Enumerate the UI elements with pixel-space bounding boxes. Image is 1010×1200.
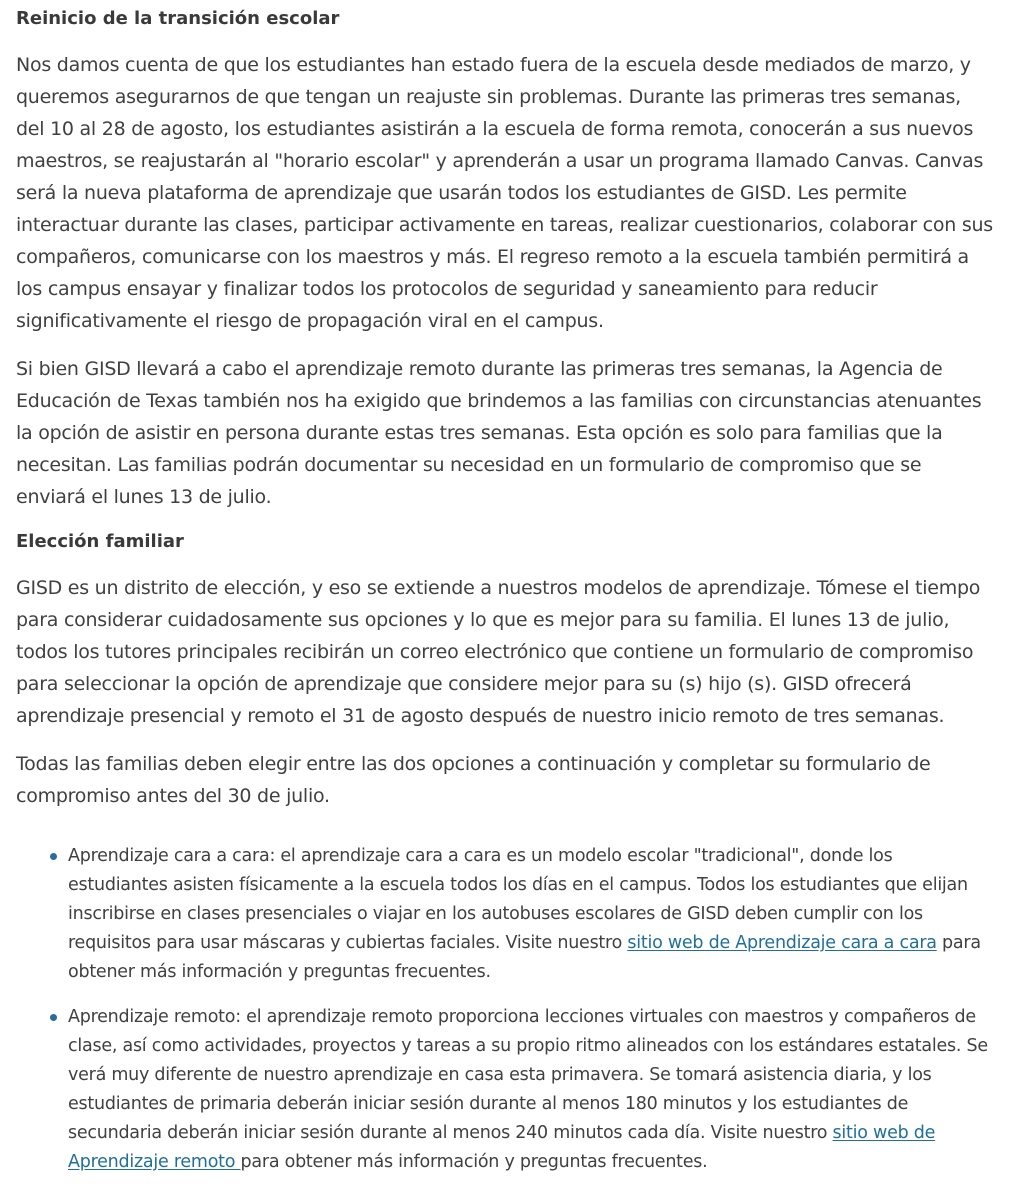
bullet-icon bbox=[50, 853, 57, 860]
option-text-after: para obtener más información y preguntas frecuentes. bbox=[240, 1152, 708, 1172]
paragraph-deadline: Todas las familias deben elegir entre las dos opciones a continuación y completar su formulario de compromiso antes del 30 de julio. bbox=[16, 753, 931, 807]
learning-options-list bbox=[16, 842, 994, 1177]
paragraph-in-person-option: Si bien GISD llevará a cabo el aprendizaje remoto durante las primeras tres semanas, la Agencia de Educación de Texas también nos ha exigido que brindemos a las familias con circunstancias atenuantes la opción de asistir en persona durante estas tres semanas. Esta opción es solo para familias que la necesitan. Las familias podrán documentar su necesidad en un formulario de compromiso que se enviará el lunes 13 de julio. bbox=[16, 358, 982, 508]
bullet-icon bbox=[50, 1014, 57, 1021]
option-text-after: para obtener más información y preguntas frecuentes. bbox=[68, 933, 981, 982]
section-heading-family-choice: Elección familiar bbox=[16, 531, 184, 552]
paragraph-district-choice: GISD es un distrito de elección, y eso se extiende a nuestros modelos de aprendizaje. Tómese el tiempo para considerar cuidadosamente sus opciones y lo que es mejor para su familia. El lunes 13 de julio, todos los tutores principales recibirán un correo electrónico que contiene un formulario de compromiso para seleccionar la opción de aprendizaje que considere mejor para su (s) hijo (s). GISD ofrecerá aprendizaje presencial y remoto el 31 de agosto después de nuestro inicio remoto de tres semanas. bbox=[16, 577, 981, 727]
option-text-before: Aprendizaje remoto: el aprendizaje remoto proporciona lecciones virtuales con maestros y compañeros de clase, así como actividades, proyectos y tareas a su propio ritmo alineados con los estándares estatales. Se verá muy diferente de nuestro aprendizaje en casa esta primavera. Se tomará asistencia diaria, y los estudiantes de primaria deberán iniciar sesión durante al menos 180 minutos y los estudiantes de secundaria deberán iniciar sesión durante al menos 240 minutos cada día. Visite nuestro bbox=[68, 1007, 988, 1143]
face-to-face-link[interactable]: sitio web de Aprendizaje cara a cara bbox=[627, 933, 937, 953]
list-item-remote bbox=[16, 1003, 994, 1177]
remote-learning-link[interactable]: sitio web de Aprendizaje remoto bbox=[68, 1123, 936, 1172]
option-text-before: Aprendizaje cara a cara: el aprendizaje cara a cara es un modelo escolar "tradicional", donde los estudiantes asisten físicamente a la escuela todos los días en el campus. Todos los estudiantes que elijan inscribirse en clases presenciales o viajar en los autobuses escolares de GISD deben cumplir con los requisitos para usar máscaras y cubiertas faciales. Visite nuestro bbox=[68, 846, 968, 953]
section-heading-transition: Reinicio de la transición escolar bbox=[16, 8, 340, 29]
list-item-face-to-face bbox=[16, 842, 994, 987]
paragraph-transition-intro: Nos damos cuenta de que los estudiantes han estado fuera de la escuela desde mediados de marzo, y queremos asegurarnos de que tengan un reajuste sin problemas. Durante las primeras tres semanas, del 10 al 28 de agosto, los estudiantes asistirán a la escuela de forma remota, conocerán a sus nuevos maestros, se reajustarán al "horario escolar" y aprenderán a usar un programa llamado Canvas. Canvas será la nueva plataforma de aprendizaje que usarán todos los estudiantes de GISD. Les permite interactuar durante las clases, participar activamente en tareas, realizar cuestionarios, colaborar con sus compañeros, comunicarse con los maestros y más. El regreso remoto a la escuela también permitirá a los campus ensayar y finalizar todos los protocolos de seguridad y saneamiento para reducir significativamente el riesgo de propagación viral en el campus. bbox=[16, 54, 993, 332]
